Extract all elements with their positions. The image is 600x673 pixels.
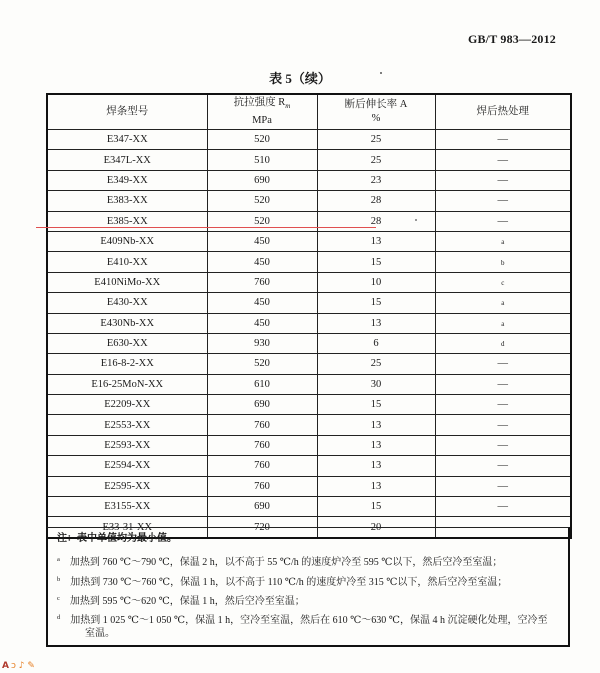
cell-strength: 760 bbox=[207, 435, 317, 455]
cell-treatment: — bbox=[435, 354, 571, 374]
table-row bbox=[47, 476, 571, 496]
cell-treatment: — bbox=[435, 497, 571, 517]
cell-model: E410-XX bbox=[47, 252, 207, 272]
table-row bbox=[47, 374, 571, 394]
cell-treatment: b bbox=[435, 252, 571, 272]
cell-strength: 450 bbox=[207, 293, 317, 313]
column-header-strength: 抗拉强度 $R_m$ MPa bbox=[207, 94, 317, 130]
cell-strength: 610 bbox=[207, 374, 317, 394]
cell-model: E347-XX bbox=[47, 130, 207, 150]
cell-elongation: 13 bbox=[317, 231, 435, 251]
cell-elongation: 15 bbox=[317, 497, 435, 517]
cell-elongation: 13 bbox=[317, 435, 435, 455]
cell-elongation: 28 bbox=[317, 191, 435, 211]
cell-model: E630-XX bbox=[47, 333, 207, 353]
cell-elongation: 13 bbox=[317, 476, 435, 496]
cell-strength: 450 bbox=[207, 231, 317, 251]
cell-elongation: 20 bbox=[317, 517, 435, 538]
footnote-b: $^b$ 加热到 730 ℃～760 ℃，保温 1 h，以不高于 110 ℃/h 的速度炉冷至 315 ℃以下，然后空冷至室温； bbox=[57, 576, 508, 588]
cell-treatment: a bbox=[435, 293, 571, 313]
cell-elongation: 15 bbox=[317, 252, 435, 272]
cell-strength: 760 bbox=[207, 415, 317, 435]
cell-treatment: — bbox=[435, 130, 571, 150]
cell-treatment: — bbox=[435, 395, 571, 415]
footnote-d: $^d$ 加热到 1 025 ℃～1 050 ℃，保温 1 h，空冷至室温，然后在 610 ℃～630 ℃，保温 4 h 沉淀硬化处理，空冷至 bbox=[57, 614, 548, 626]
cell-model: E2593-XX bbox=[47, 435, 207, 455]
cell-treatment: a bbox=[435, 313, 571, 333]
table-header-row bbox=[47, 94, 571, 130]
cell-strength: 760 bbox=[207, 272, 317, 292]
cell-strength: 690 bbox=[207, 497, 317, 517]
cell-elongation: 25 bbox=[317, 150, 435, 170]
cell-treatment: c bbox=[435, 272, 571, 292]
red-annotation-line bbox=[36, 227, 376, 228]
cell-treatment: — bbox=[435, 476, 571, 496]
cell-elongation: 13 bbox=[317, 456, 435, 476]
footnote-d-continuation: 室温。 bbox=[85, 628, 115, 639]
cell-model: E430-XX bbox=[47, 293, 207, 313]
table-row bbox=[47, 231, 571, 251]
table-row bbox=[47, 395, 571, 415]
bottom-toolbar[interactable] bbox=[0, 659, 62, 673]
cell-elongation: 13 bbox=[317, 415, 435, 435]
cell-model: E16-25MoN-XX bbox=[47, 374, 207, 394]
cell-model: E430Nb-XX bbox=[47, 313, 207, 333]
cell-strength: 510 bbox=[207, 150, 317, 170]
cell-elongation: 28 bbox=[317, 211, 435, 231]
cell-strength: 450 bbox=[207, 252, 317, 272]
table-row bbox=[47, 272, 571, 292]
cell-model: E2594-XX bbox=[47, 456, 207, 476]
cell-elongation: 25 bbox=[317, 354, 435, 374]
cell-model: E33-31-XX bbox=[47, 517, 207, 538]
cell-strength: 690 bbox=[207, 395, 317, 415]
cell-elongation: 15 bbox=[317, 293, 435, 313]
cell-model: E410NiMo-XX bbox=[47, 272, 207, 292]
column-header-treatment: 焊后热处理 bbox=[435, 94, 571, 130]
cell-model: E2595-XX bbox=[47, 476, 207, 496]
cell-treatment: — bbox=[435, 456, 571, 476]
cell-model: E409Nb-XX bbox=[47, 231, 207, 251]
font-icon[interactable]: A bbox=[2, 661, 9, 671]
scan-speck bbox=[380, 72, 382, 74]
table-body bbox=[47, 130, 571, 538]
table-row bbox=[47, 150, 571, 170]
table-row bbox=[47, 170, 571, 190]
table-row bbox=[47, 456, 571, 476]
cell-treatment: d bbox=[435, 333, 571, 353]
cell-treatment: — bbox=[435, 170, 571, 190]
table-title: 表 5（续） bbox=[269, 71, 331, 86]
cell-strength: 520 bbox=[207, 354, 317, 374]
standard-code: GB/T 983—2012 bbox=[467, 32, 556, 46]
cell-strength: 720 bbox=[207, 517, 317, 538]
cell-treatment: — bbox=[435, 150, 571, 170]
table-row bbox=[47, 333, 571, 353]
cell-strength: 520 bbox=[207, 211, 317, 231]
cell-elongation: 6 bbox=[317, 333, 435, 353]
cell-treatment: — bbox=[435, 517, 571, 538]
cell-model: E383-XX bbox=[47, 191, 207, 211]
cell-treatment: — bbox=[435, 435, 571, 455]
table-row bbox=[47, 191, 571, 211]
table-row bbox=[47, 435, 571, 455]
table-row bbox=[47, 497, 571, 517]
cell-elongation: 23 bbox=[317, 170, 435, 190]
table-note: 注：表中单值均为最小值。 bbox=[57, 533, 177, 544]
column-header-elongation: 断后伸长率 A % bbox=[317, 94, 435, 130]
cell-treatment: — bbox=[435, 211, 571, 231]
cell-strength: 930 bbox=[207, 333, 317, 353]
table-row bbox=[47, 252, 571, 272]
cell-model: E349-XX bbox=[47, 170, 207, 190]
cell-model: E3155-XX bbox=[47, 497, 207, 517]
cell-model: E385-XX bbox=[47, 211, 207, 231]
column-header-model: 焊条型号 bbox=[47, 94, 207, 130]
notes-box bbox=[46, 527, 570, 647]
cell-model: E2553-XX bbox=[47, 415, 207, 435]
toolbar-tools-icon[interactable]: ↄ ♪ ✎ bbox=[10, 661, 35, 671]
table-row bbox=[47, 354, 571, 374]
cell-elongation: 25 bbox=[317, 130, 435, 150]
cell-elongation: 10 bbox=[317, 272, 435, 292]
table-row bbox=[47, 211, 571, 231]
cell-elongation: 30 bbox=[317, 374, 435, 394]
footnote-c: $^c$ 加热到 595 ℃～620 ℃，保温 1 h，然后空冷至室温； bbox=[57, 595, 305, 607]
cell-model: E16-8-2-XX bbox=[47, 354, 207, 374]
table-row bbox=[47, 130, 571, 150]
cell-treatment: — bbox=[435, 415, 571, 435]
table-row bbox=[47, 293, 571, 313]
cell-model: E2209-XX bbox=[47, 395, 207, 415]
cell-strength: 520 bbox=[207, 130, 317, 150]
cell-treatment: — bbox=[435, 374, 571, 394]
properties-table bbox=[46, 93, 572, 539]
cell-treatment: a bbox=[435, 231, 571, 251]
cell-treatment: — bbox=[435, 191, 571, 211]
table-row bbox=[47, 313, 571, 333]
cell-strength: 760 bbox=[207, 456, 317, 476]
cell-strength: 450 bbox=[207, 313, 317, 333]
footnote-a: $^a$ 加热到 760 ℃～790 ℃，保温 2 h，以不高于 55 ℃/h 的速度炉冷至 595 ℃以下，然后空冷至室温； bbox=[57, 556, 503, 568]
table-row bbox=[47, 415, 571, 435]
cell-strength: 520 bbox=[207, 191, 317, 211]
cell-elongation: 15 bbox=[317, 395, 435, 415]
cell-model: E347L-XX bbox=[47, 150, 207, 170]
cell-strength: 760 bbox=[207, 476, 317, 496]
cell-elongation: 13 bbox=[317, 313, 435, 333]
cell-strength: 690 bbox=[207, 170, 317, 190]
